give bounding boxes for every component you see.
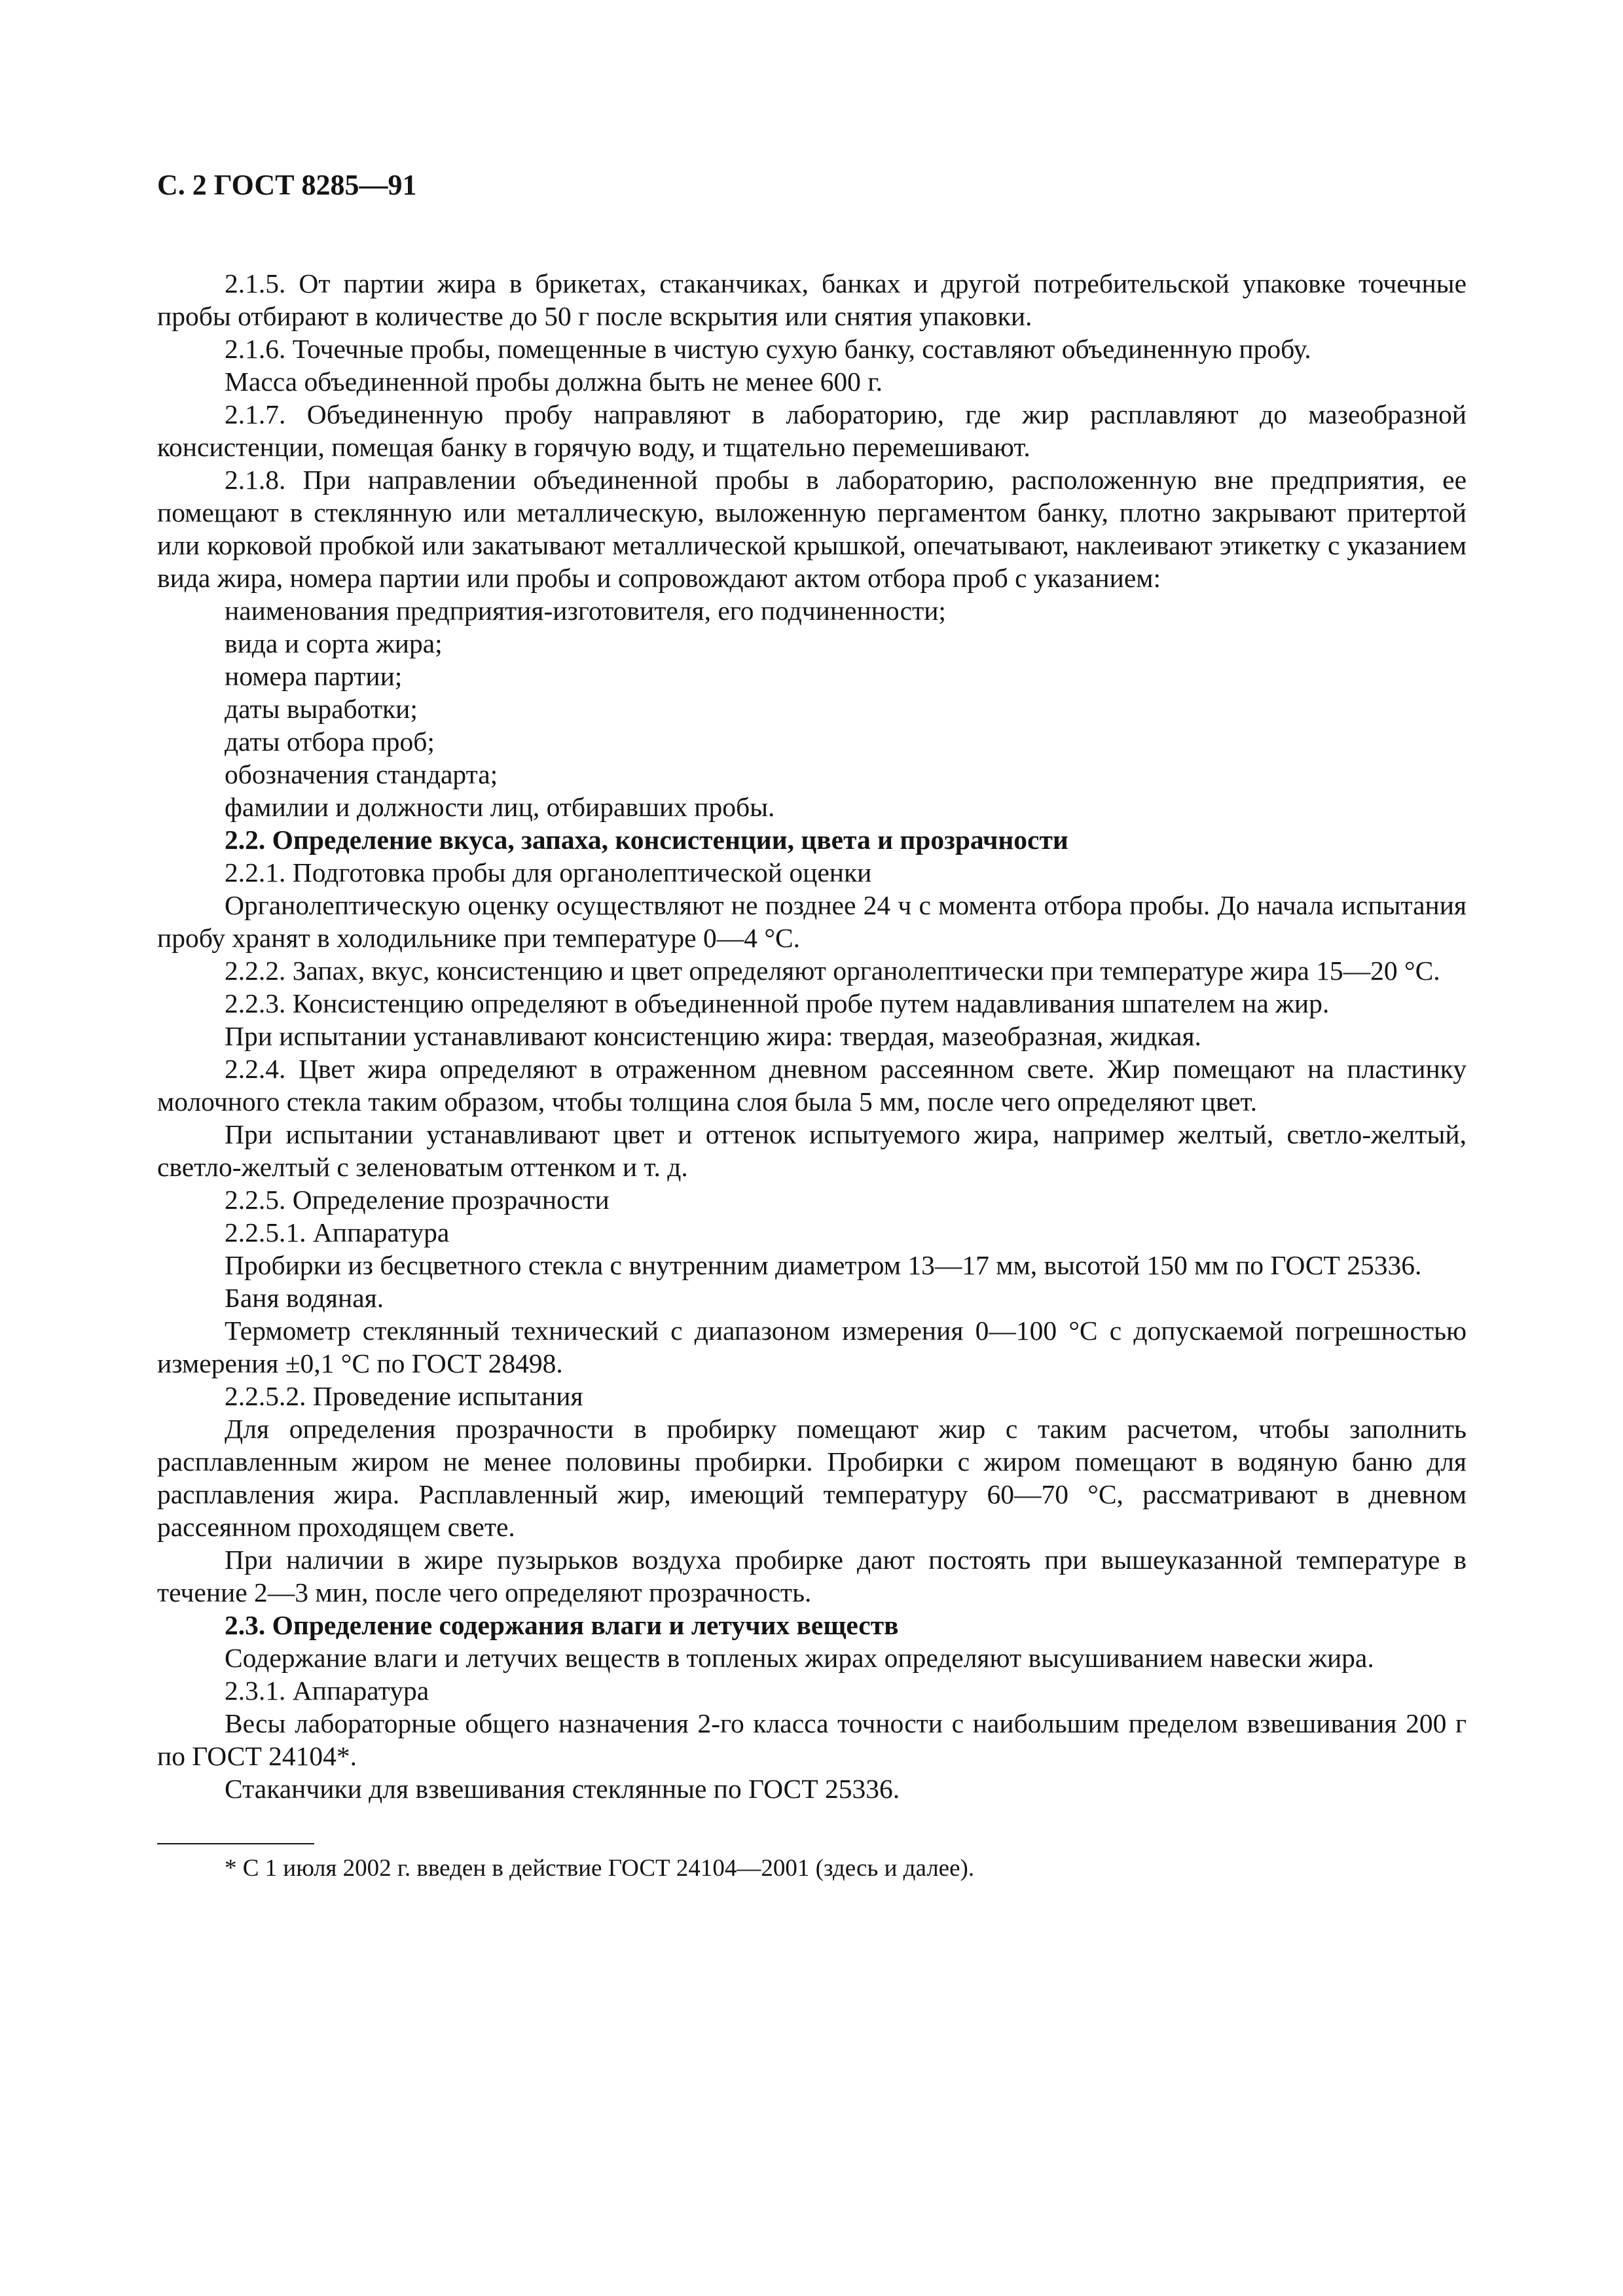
paragraph-moisture: Содержание влаги и летучих веществ в топленых жирах определяют высушиванием навески жира.: [225, 1643, 1374, 1673]
paragraph-scales: Весы лабораторные общего назначения 2-го класса точности с наибольшим пределом взвешивания 200 г по ГОСТ 24104*.: [157, 1708, 1467, 1771]
section-heading-2-3: 2.3. Определение содержания влаги и летучих веществ: [225, 1610, 899, 1640]
paragraph-2-1-7: 2.1.7. Объединенную пробу направляют в лабораторию, где жир расплавляют до мазеобразной консистенции, помещая банку в горячую воду, и тщательно перемешивают.: [157, 399, 1467, 462]
list-item: фамилии и должности лиц, отбиравших пробы.: [225, 792, 775, 822]
paragraph-2-2-5-2: 2.2.5.2. Проведение испытания: [225, 1381, 583, 1411]
list-item: даты выработки;: [225, 694, 418, 724]
page-header: С. 2 ГОСТ 8285—91: [157, 169, 417, 201]
document-page: [157, 169, 1467, 1884]
paragraph-2-3-1: 2.3.1. Аппаратура: [225, 1676, 429, 1706]
paragraph-2-1-8: 2.1.8. При направлении объединенной пробы в лабораторию, расположенную вне предприятия, ее помещают в стеклянную или металлическую, выложенную пергаментом банку, плотно закрывают притертой или корковой пробкой или закатывают металлической крышкой, опечатывают, наклеивают этикетку с указанием вида жира, номера партии или пробы и сопровождают актом отбора проб с указанием:: [157, 465, 1467, 593]
paragraph-water-bath: Баня водяная.: [225, 1283, 384, 1313]
body-text: [157, 267, 1467, 1805]
paragraph-2-2-2: 2.2.2. Запах, вкус, консистенцию и цвет определяют органолептически при температуре жира 15—20 °С.: [225, 956, 1440, 986]
paragraph-2-2-1: 2.2.1. Подготовка пробы для органолептической оценки: [225, 857, 872, 888]
paragraph-2-2-4: 2.2.4. Цвет жира определяют в отраженном дневном рассеянном свете. Жир помещают на пластинку молочного стекла таким образом, чтобы толщина слоя была 5 мм, после чего определяют цвет.: [157, 1054, 1467, 1117]
paragraph-2-1-6: 2.1.6. Точечные пробы, помещенные в чистую сухую банку, составляют объединенную пробу.: [225, 334, 1311, 364]
paragraph-2-1-5: 2.1.5. От партии жира в брикетах, стаканчиках, банках и другой потребительской упаковке точечные пробы отбирают в количестве до 50 г после вскрытия или снятия упаковки.: [157, 268, 1467, 331]
list-item: даты отбора проб;: [225, 726, 435, 757]
paragraph-organoleptic: Органолептическую оценку осуществляют не позднее 24 ч с момента отбора пробы. До начала испытания пробу хранят в холодильнике при температуре 0—4 °С.: [157, 890, 1467, 953]
list-item: вида и сорта жира;: [225, 628, 443, 658]
paragraph-air-bubbles: При наличии в жире пузырьков воздуха пробирке дают постоять при вышеуказанной температуре в течение 2—3 мин, после чего определяют прозрачность.: [157, 1545, 1467, 1607]
paragraph-test-tubes: Пробирки из бесцветного стекла с внутренним диаметром 13—17 мм, высотой 150 мм по ГОСТ 25336.: [225, 1250, 1422, 1280]
paragraph-color: При испытании устанавливают цвет и оттенок испытуемого жира, например желтый, светло-желтый, светло-желтый с зеленоватым оттенком и т. д.: [157, 1119, 1467, 1182]
paragraph-2-2-5: 2.2.5. Определение прозрачности: [225, 1185, 610, 1215]
paragraph-sample-mass: Масса объединенной пробы должна быть не менее 600 г.: [225, 367, 883, 397]
list-item: номера партии;: [225, 661, 403, 691]
list-item: обозначения стандарта;: [225, 759, 498, 789]
footnote: * С 1 июля 2002 г. введен в действие ГОСТ 24104—2001 (здесь и далее).: [225, 1855, 975, 1882]
paragraph-2-2-5-1: 2.2.5.1. Аппаратура: [225, 1217, 450, 1247]
section-heading-2-2: 2.2. Определение вкуса, запаха, консистенции, цвета и прозрачности: [225, 825, 1068, 855]
list-item: наименования предприятия-изготовителя, его подчиненности;: [225, 596, 946, 626]
paragraph-weighing-cups: Стаканчики для взвешивания стеклянные по ГОСТ 25336.: [225, 1774, 900, 1804]
paragraph-thermometer: Термометр стеклянный технический с диапазоном измерения 0—100 °С с допускаемой погрешностью измерения ±0,1 °С по ГОСТ 28498.: [157, 1316, 1467, 1378]
footnote-divider: [157, 1843, 314, 1844]
paragraph-2-2-3: 2.2.3. Консистенцию определяют в объединенной пробе путем надавливания шпателем на жир.: [225, 988, 1330, 1018]
paragraph-transparency-test: Для определения прозрачности в пробирку помещают жир с таким расчетом, чтобы заполнить расплавленным жиром не менее половины пробирки. Пробирки с жиром помещают в водяную баню для расплавления жира. Расплавленный жир, имеющий температуру 60—70 °С, рассматривают в дневном рассеянном проходящем свете.: [157, 1414, 1467, 1542]
paragraph-consistency: При испытании устанавливают консистенцию жира: твердая, мазеобразная, жидкая.: [225, 1021, 1201, 1051]
